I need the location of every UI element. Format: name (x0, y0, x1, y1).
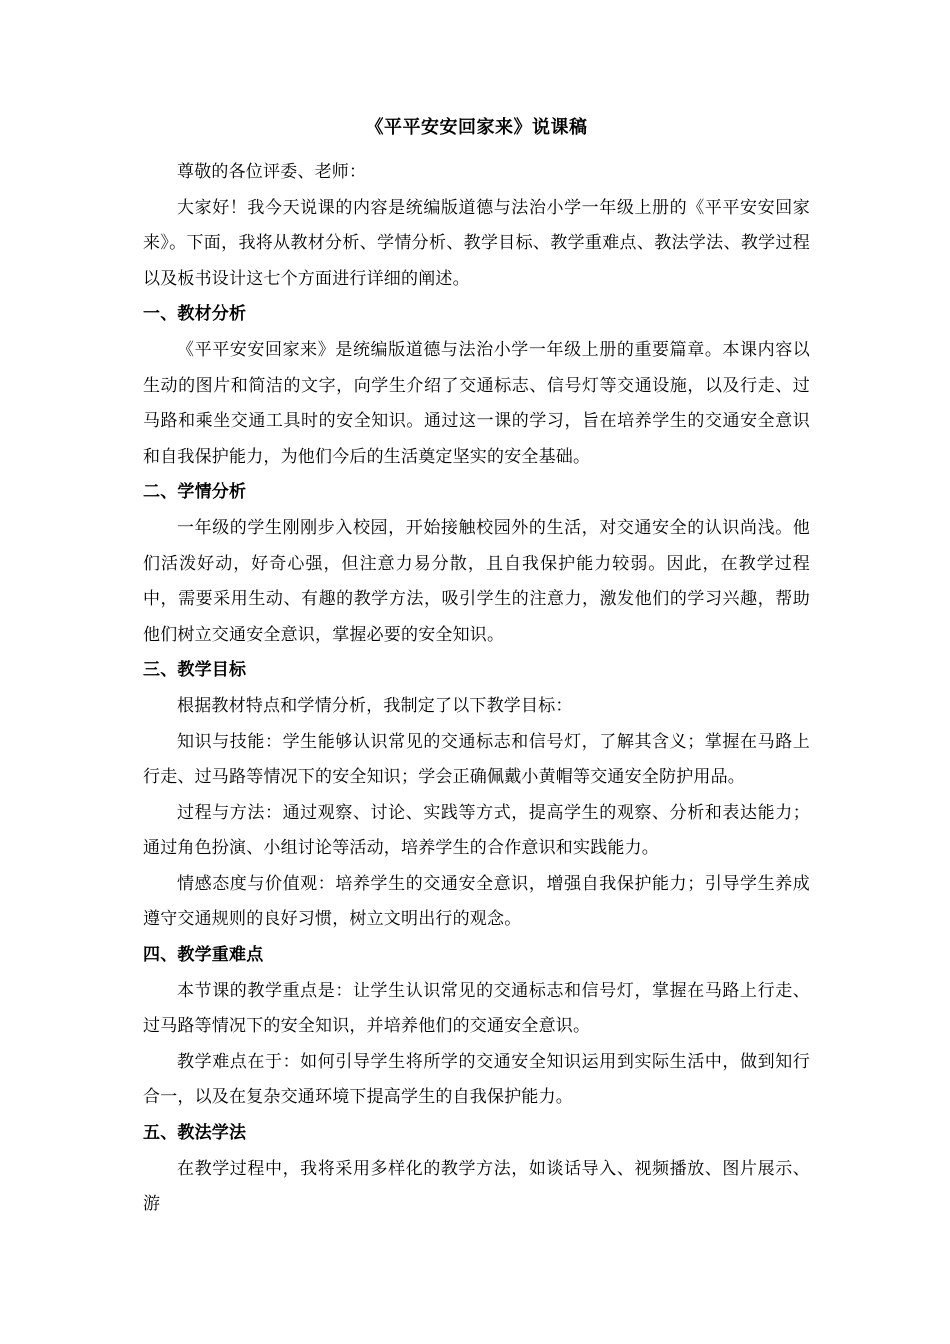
paragraph-key-points: 本节课的教学重点是：让学生认识常见的交通标志和信号灯，掌握在马路上行走、过马路等情况下的安全知识，并培养他们的交通安全意识。 (143, 980, 810, 1036)
paragraph-teaching-methods: 在教学过程中，我将采用多样化的教学方法，如谈话导入、视频播放、图片展示、游 (143, 1158, 810, 1214)
opening-paragraph: 大家好！我今天说课的内容是统编版道德与法治小学一年级上册的《平平安安回家来》。下面，我将从教材分析、学情分析、教学目标、教学重难点、教法学法、教学过程以及板书设计这七个方面进行详细的阐述。 (143, 197, 810, 288)
section-heading-teaching-methods: 五、教法学法 (143, 1123, 247, 1143)
paragraph-difficult-points: 教学难点在于：如何引导学生将所学的交通安全知识运用到实际生活中，做到知行合一，以及在复杂交通环境下提高学生的自我保护能力。 (143, 1051, 810, 1107)
paragraph-material-analysis: 《平平安安回家来》是统编版道德与法治小学一年级上册的重要篇章。本课内容以生动的图片和简洁的文字，向学生介绍了交通标志、信号灯等交通设施，以及行走、过马路和乘坐交通工具时的安全知识。通过这一课的学习，旨在培养学生的交通安全意识和自我保护能力，为他们今后的生活奠定坚实的安全基础。 (143, 339, 810, 466)
paragraph-goals-intro: 根据教材特点和学情分析，我制定了以下教学目标： (177, 695, 573, 715)
paragraph-learner-analysis: 一年级的学生刚刚步入校园，开始接触校园外的生活，对交通安全的认识尚浅。他们活泼好动，好奇心强，但注意力易分散，且自我保护能力较弱。因此，在教学过程中，需要采用生动、有趣的教学方法，吸引学生的注意力，激发他们的学习兴趣，帮助他们树立交通安全意识，掌握必要的安全知识。 (143, 517, 810, 644)
section-heading-material-analysis: 一、教材分析 (143, 304, 247, 324)
section-heading-key-difficult-points: 四、教学重难点 (143, 945, 264, 965)
paragraph-process-methods: 过程与方法：通过观察、讨论、实践等方式，提高学生的观察、分析和表达能力；通过角色扮演、小组讨论等活动，培养学生的合作意识和实践能力。 (143, 802, 810, 858)
paragraph-attitude-values: 情感态度与价值观：培养学生的交通安全意识，增强自我保护能力；引导学生养成遵守交通规则的良好习惯，树立文明出行的观念。 (143, 873, 810, 929)
paragraph-knowledge-skills: 知识与技能：学生能够认识常见的交通标志和信号灯，了解其含义；掌握在马路上行走、过马路等情况下的安全知识；学会正确佩戴小黄帽等交通安全防护用品。 (143, 731, 810, 787)
section-heading-learner-analysis: 二、学情分析 (143, 482, 247, 502)
document-title: 《平平安安回家来》说课稿 (365, 117, 588, 137)
section-heading-teaching-goals: 三、教学目标 (143, 660, 247, 680)
salutation-line: 尊敬的各位评委、老师： (177, 162, 367, 181)
